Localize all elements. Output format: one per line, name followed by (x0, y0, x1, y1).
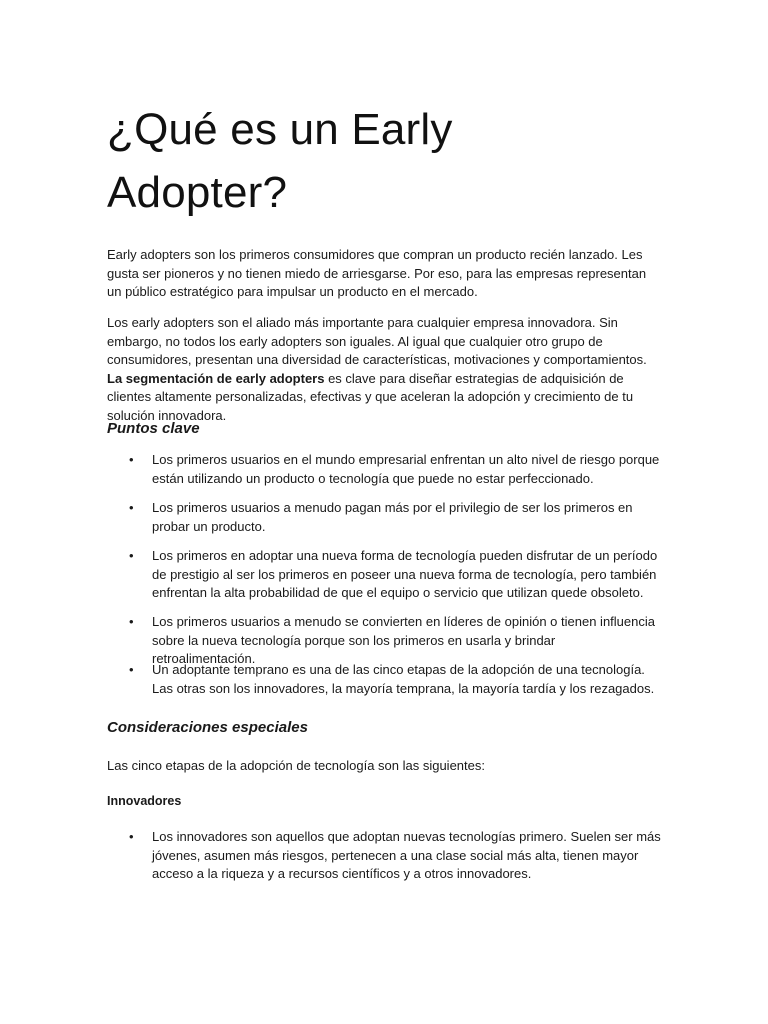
intro-paragraph: Early adopters son los primeros consumidores que compran un producto recién lanzado. Les gusta ser pioneros y no tienen miedo de arriesgarse. Por eso, para las empresas representan un público estratégico para impulsar un producto en el mercado. (107, 247, 647, 300)
page-title: ¿Qué es un Early Adopter? (107, 105, 453, 217)
special-considerations-heading: Consideraciones especiales (107, 719, 308, 736)
bullet-icon: • (129, 614, 134, 629)
key-point-text: Los primeros usuarios a menudo se convierten en líderes de opinión o tienen influencia sobre la nueva tecnología porque son los primeros en usarla y brindar retroalimentación. (152, 614, 655, 667)
bullet-icon: • (129, 452, 134, 467)
bullet-icon: • (129, 662, 134, 677)
key-point-text: Los primeros usuarios en el mundo empresarial enfrentan un alto nivel de riesgo porque están utilizando un producto o tecnología que puede no estar perfeccionado. (152, 452, 660, 486)
segmentation-paragraph (107, 314, 663, 426)
key-point-text: Los primeros usuarios a menudo pagan más por el privilegio de ser los primeros en probar un producto. (152, 500, 633, 534)
key-point-text: Un adoptante temprano es una de las cinco etapas de la adopción de una tecnología. Las otras son los innovadores, la mayoría temprana, la mayoría tardía y los rezagados. (152, 662, 655, 696)
bullet-icon: • (129, 548, 134, 563)
innovators-text: Los innovadores son aquellos que adoptan nuevas tecnologías primero. Suelen ser más jóvenes, asumen más riesgos, pertenecen a una clase social más alta, tienen mayor acceso a la riqueza y a recursos científicos y a otros innovadores. (152, 829, 661, 882)
bullet-icon: • (129, 500, 134, 515)
segmentation-bold-phrase: La segmentación de early adopters (107, 370, 325, 386)
bullet-icon: • (129, 829, 134, 844)
innovators-subheading: Innovadores (107, 794, 182, 808)
segmentation-text-start: Los early adopters son el aliado más importante para cualquier empresa innovadora. Sin embargo, no todos los early adopters son iguales. Al igual que cualquier otro grupo de consumidores, presentan una diversidad de características, motivaciones y comportamientos. (107, 315, 647, 368)
key-point-text: Los primeros en adoptar una nueva forma de tecnología pueden disfrutar de un período de prestigio al ser los primeros en poseer una nueva forma de tecnología, pero también enfrentan la alta probabilidad de que el equipo o servicio que utilizan quede obsoleto. (152, 548, 658, 601)
segmentation-text-end: es clave para diseñar estrategias de adquisición de clientes altamente personalizadas, efectivas y que aceleran la adopción y crecimiento de tu solución innovadora. (107, 370, 634, 423)
key-points-heading: Puntos clave (107, 420, 200, 437)
stages-intro-paragraph: Las cinco etapas de la adopción de tecnología son las siguientes: (107, 758, 485, 773)
